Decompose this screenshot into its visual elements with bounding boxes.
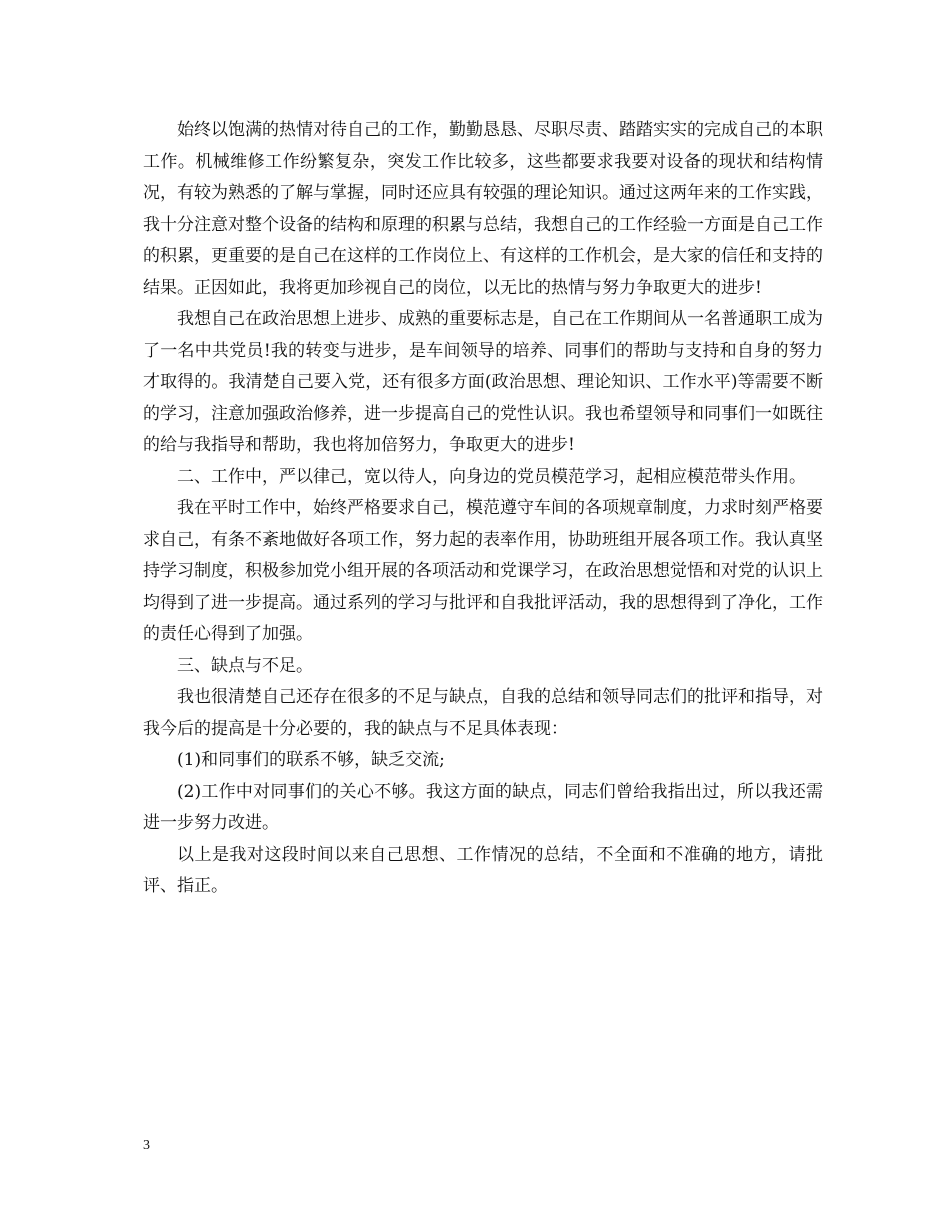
paragraph-2: 我想自己在政治思想上进步、成熟的重要标志是，自己在工作期间从一名普通职工成为了一名中共党员!我的转变与进步，是车间领导的培养、同事们的帮助与支持和自身的努力才取得的。我清楚自己要入党，还有很多方面(政治思想、理论知识、工作水平)等需要不断的学习，注意加强政治修养，进一步提高自己的党性认识。我也希望领导和同事们一如既往的给与我指导和帮助，我也将加倍努力，争取更大的进步! — [143, 309, 823, 455]
section-heading-3: 三、缺点与不足。 — [177, 655, 313, 676]
paragraph-3: 我在平时工作中，始终严格要求自己，模范遵守车间的各项规章制度，力求时刻严格要求自己，有条不紊地做好各项工作，努力起的表率作用，协助班组开展各项工作。我认真坚持学习制度，积极参加党小组开展的各项活动和党课学习，在政治思想觉悟和对党的认识上均得到了进一步提高。通过系列的学习与批评和自我批评活动，我的思想得到了净化，工作的责任心得到了加强。 — [143, 498, 823, 644]
page-number: 3 — [143, 1138, 150, 1153]
paragraph-4: 我也很清楚自己还存在很多的不足与缺点，自我的总结和领导同志们的批评和指导，对我今后的提高是十分必要的，我的缺点与不足具体表现： — [143, 687, 823, 739]
closing-paragraph: 以上是我对这段时间以来自己思想、工作情况的总结，不全面和不准确的地方，请批评、指正。 — [143, 844, 823, 896]
section-heading-2: 二、工作中，严以律己，宽以待人，向身边的党员模范学习，起相应模范带头作用。 — [177, 466, 806, 487]
paragraph-1: 始终以饱满的热情对待自己的工作，勤勤恳恳、尽职尽责、踏踏实实的完成自己的本职工作。机械维修工作纷繁复杂，突发工作比较多，这些都要求我要对设备的现状和结构情况，有较为熟悉的了解与掌握，同时还应具有较强的理论知识。通过这两年来的工作实践，我十分注意对整个设备的结构和原理的积累与总结，我想自己的工作经验一方面是自己工作的积累，更重要的是自己在这样的工作岗位上、有这样的工作机会，是大家的信任和支持的结果。正因如此，我将更加珍视自己的岗位，以无比的热情与努力争取更大的进步! — [143, 120, 823, 298]
list-item-2: (2)工作中对同事们的关心不够。我这方面的缺点，同志们曾给我指出过，所以我还需进一步努力改进。 — [143, 781, 823, 833]
document-body — [143, 115, 823, 903]
list-item-1: (1)和同事们的联系不够，缺乏交流; — [177, 750, 445, 770]
